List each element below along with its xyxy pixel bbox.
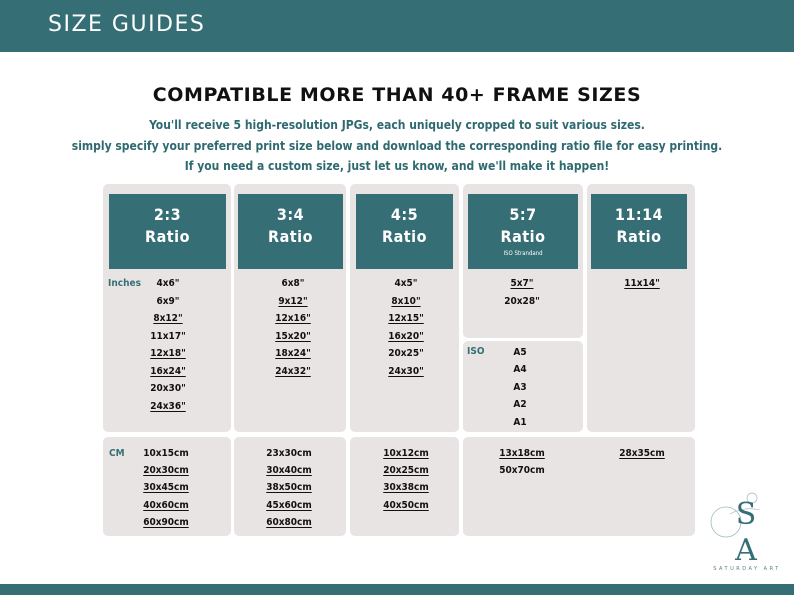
size-5-7-cm: 50x70cm bbox=[499, 465, 545, 476]
size-2-3-inch: 12x18" bbox=[150, 348, 186, 359]
size-4-5-inch: 20x25" bbox=[388, 348, 424, 359]
size-3-4-inch: 12x16" bbox=[275, 313, 311, 324]
size-3-4-inch: 24x32" bbox=[275, 366, 311, 377]
size-2-3-cm: 10x15cm bbox=[143, 448, 189, 459]
headline: COMPATIBLE MORE THAN 40+ FRAME SIZES bbox=[152, 84, 642, 106]
ratio-value: 2:3 bbox=[153, 205, 182, 224]
intro-line-2: simply specify your preferred print size below and download the corresponding ratio file for easy printing. bbox=[71, 139, 723, 153]
size-2-3-cm: 60x90cm bbox=[143, 517, 189, 528]
row-label-cm: CM bbox=[109, 448, 125, 459]
ratio-note: ISO Strandand bbox=[503, 250, 543, 257]
ratio-value: 11:14 bbox=[614, 205, 664, 224]
ratio-header-2-3 bbox=[109, 194, 226, 269]
size-3-4-inch: 9x12" bbox=[278, 296, 308, 307]
size-2-3-inch: 24x36" bbox=[150, 401, 186, 412]
size-3-4-inch: 15x20" bbox=[275, 331, 311, 342]
banner-title: SIZE GUIDES bbox=[48, 12, 206, 37]
size-4-5-cm: 30x38cm bbox=[383, 482, 429, 493]
svg-text:S: S bbox=[735, 497, 757, 532]
size-3-4-inch: 18x24" bbox=[275, 348, 311, 359]
size-5-7-iso: A1 bbox=[513, 417, 527, 428]
size-11-14-inch: 11x14" bbox=[624, 278, 660, 289]
ratio-header-3-4 bbox=[238, 194, 343, 269]
ratio-value: 3:4 bbox=[276, 205, 305, 224]
size-3-4-cm: 30x40cm bbox=[266, 465, 312, 476]
size-2-3-inch: 20x30" bbox=[150, 383, 186, 394]
svg-text:A: A bbox=[735, 533, 757, 568]
top-banner bbox=[0, 0, 794, 52]
ratio-word: Ratio bbox=[268, 227, 313, 246]
size-5-7-inch: 5x7" bbox=[510, 278, 534, 289]
ratio-word: Ratio bbox=[500, 227, 546, 246]
logo-caption: SATURDAY ART bbox=[713, 566, 781, 572]
size-4-5-inch: 12x15" bbox=[388, 313, 424, 324]
size-5-7-cm: 13x18cm bbox=[499, 448, 545, 459]
bottom-banner bbox=[0, 584, 794, 595]
size-5-7-iso: A5 bbox=[513, 347, 527, 358]
size-2-3-inch: 6x9" bbox=[156, 296, 180, 307]
intro-line-1: You'll receive 5 high-resolution JPGs, each uniquely cropped to suit various sizes. bbox=[149, 118, 645, 132]
size-2-3-inch: 8x12" bbox=[153, 313, 183, 324]
size-4-5-inch: 16x20" bbox=[388, 331, 424, 342]
size-3-4-inch: 6x8" bbox=[281, 278, 305, 289]
size-2-3-inch: 4x6" bbox=[156, 278, 180, 289]
size-4-5-cm: 10x12cm bbox=[383, 448, 429, 459]
size-5-7-iso: A2 bbox=[513, 399, 527, 410]
ratio-header-4-5 bbox=[356, 194, 453, 269]
size-2-3-inch: 16x24" bbox=[150, 366, 186, 377]
size-3-4-cm: 45x60cm bbox=[266, 500, 312, 511]
size-4-5-cm: 20x25cm bbox=[383, 465, 429, 476]
intro-line-3: If you need a custom size, just let us know, and we'll make it happen! bbox=[184, 159, 610, 173]
size-4-5-inch: 8x10" bbox=[391, 296, 421, 307]
size-2-3-cm: 30x45cm bbox=[143, 482, 189, 493]
size-5-7-inch: 20x28" bbox=[504, 296, 540, 307]
ratio-word: Ratio bbox=[616, 227, 662, 246]
row-label-inches: Inches bbox=[108, 278, 141, 289]
size-5-7-iso: A3 bbox=[513, 382, 527, 393]
ratio-word: Ratio bbox=[145, 227, 190, 246]
ratio-value: 4:5 bbox=[390, 205, 419, 224]
size-2-3-inch: 11x17" bbox=[150, 331, 186, 342]
size-2-3-cm: 20x30cm bbox=[143, 465, 189, 476]
ratio-word: Ratio bbox=[382, 227, 427, 246]
size-5-7-iso: A4 bbox=[513, 364, 527, 375]
ratio-value: 5:7 bbox=[509, 205, 537, 224]
size-4-5-inch: 24x30" bbox=[388, 366, 424, 377]
ratio-header-5-7 bbox=[468, 194, 578, 269]
size-3-4-cm: 23x30cm bbox=[266, 448, 312, 459]
ratio-header-11-14 bbox=[591, 194, 687, 269]
size-2-3-cm: 40x60cm bbox=[143, 500, 189, 511]
row-label-iso: ISO bbox=[467, 346, 485, 357]
size-4-5-cm: 40x50cm bbox=[383, 500, 429, 511]
size-3-4-cm: 60x80cm bbox=[266, 517, 312, 528]
size-3-4-cm: 38x50cm bbox=[266, 482, 312, 493]
size-4-5-inch: 4x5" bbox=[394, 278, 418, 289]
size-11-14-cm: 28x35cm bbox=[619, 448, 665, 459]
